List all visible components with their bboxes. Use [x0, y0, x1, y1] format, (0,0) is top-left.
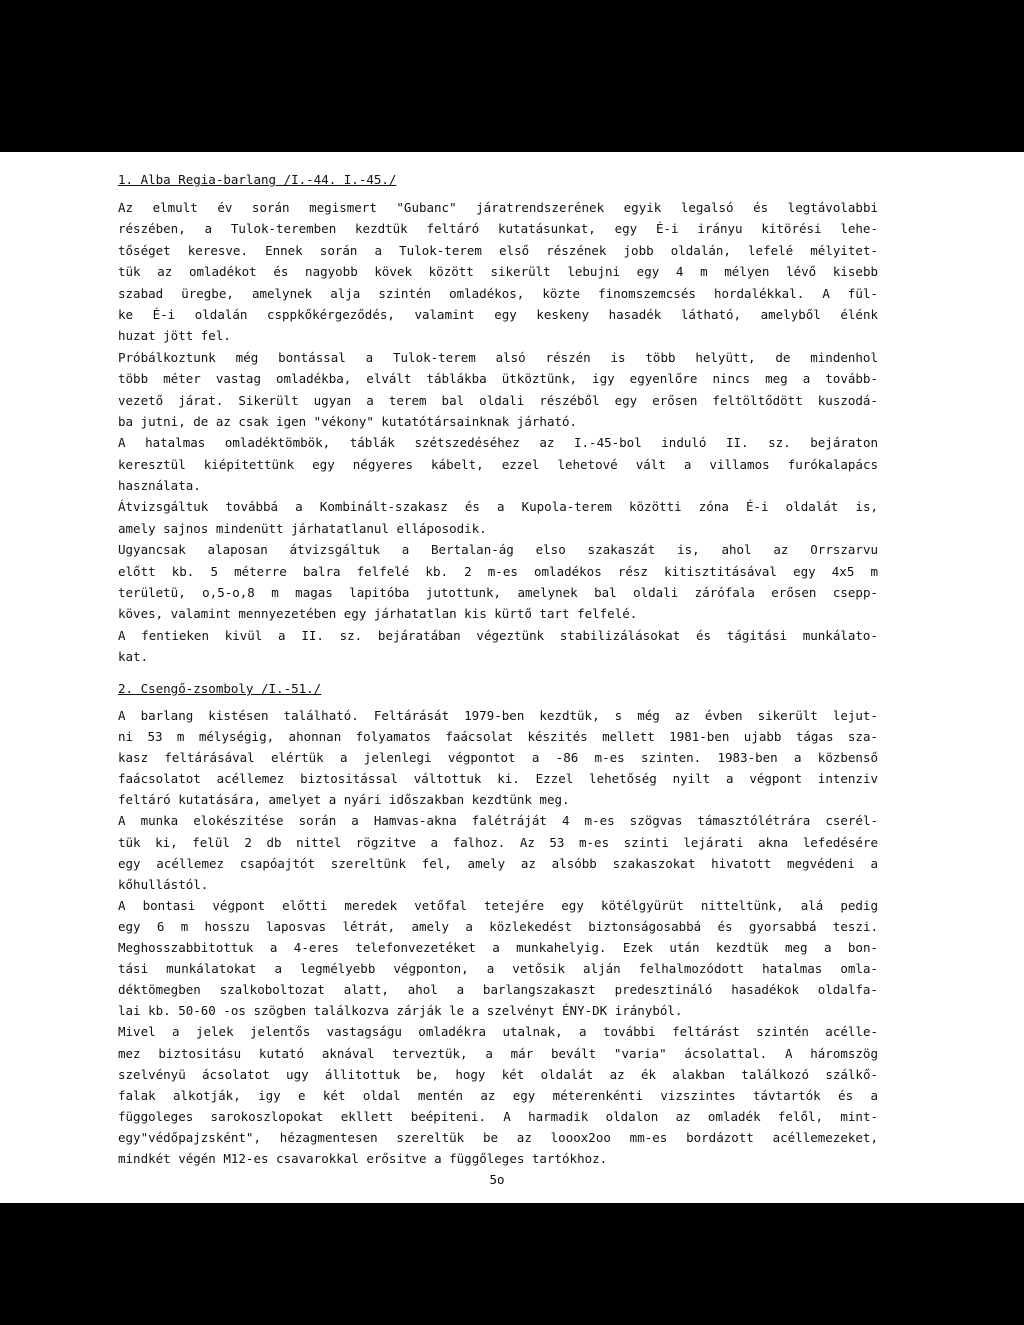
text-line: kasz feltárásával elértük a jelenlegi végpontot a -86 m-es szinten. 1983-ben a közbenső	[118, 750, 878, 766]
scan-border-top	[0, 0, 1024, 152]
text-line: faácsolatot acéllemez biztositással váltottuk ki. Ezzel lehetőség nyilt a végpont intenziv	[118, 771, 878, 787]
section-heading: 1. Alba Regia-barlang /I.-44. I.-45./	[118, 172, 397, 187]
section-body	[118, 197, 878, 668]
section-heading: 2. Csengő-zsomboly /I.-51./	[118, 681, 322, 696]
text-line: vezető járat. Sikerült ugyan a terem bal oldali részéből egy erősen feltöltődött kuszodá-	[118, 392, 878, 408]
text-line: ke É-i oldalán csppkőkérgeződés, valamint egy keskeny hasadék látható, amelyből élénk	[118, 306, 878, 322]
text-line: Mivel a jelek jelentős vastagságu omladékra utalnak, a további feltárást szintén acélle-	[118, 1024, 878, 1040]
text-line: egy 6 m hosszu laposvas létrát, amely a közlekedést biztonságosabbá és gyorsabbá teszi.	[118, 918, 878, 934]
text-line: A bontasi végpont előtti meredek vetőfal tetejére egy kötélgyürüt nitteltünk, alá pedig	[118, 897, 878, 913]
text-line: mindkét végén M12-es csavarokkal erősitve a függőleges tartókhoz.	[118, 1150, 608, 1166]
text-line: tási munkálatokat a legmélyebb végponton, a vetősik alján felhalmozódott hatalmas omla-	[118, 961, 878, 977]
text-line: Meghosszabbitottuk a 4-eres telefonvezetéket a munkahelyig. Ezek után kezdtük meg a bon-	[118, 940, 878, 956]
text-line: köves, valamint mennyezetében egy járhatatlan kis kürtő tart felfelé.	[118, 606, 638, 622]
text-line: déktömegben szalkoboltozat alatt, ahol a barlangszakaszt predesztináló hasadékok oldalfa-	[118, 982, 878, 998]
text-line: keresztül kiépitettünk egy négyeres kábelt, ezzel lehetové vált a villamos furókalapács	[118, 456, 878, 472]
text-line: kőhullástól.	[118, 876, 209, 892]
text-line: huzat jött fel.	[118, 328, 231, 344]
text-line: használata.	[118, 478, 201, 494]
section-alba-regia	[118, 170, 878, 668]
text-line: területü, o,5-o,8 m magas lapitóba jutottunk, amelynek bal oldali zárófala erősen csepp-	[118, 585, 878, 601]
text-line: Próbálkoztunk még bontással a Tulok-terem alsó részén is több helyütt, de mindenhol	[118, 349, 878, 365]
text-line: lai kb. 50-60 -os szögben találkozva zárják le a szelvényt ÉNY-DK irányból.	[118, 1003, 683, 1019]
text-line: ni 53 m mélységig, ahonnan folyamatos faácsolat készités mellett 1981-ben ujabb tágas sza-	[118, 729, 878, 745]
text-line: szelvényü ácsolatot ugy állitottuk be, hogy két oldalát az ék alakban találkozó szálkő-	[118, 1066, 878, 1082]
text-line: egy acéllemez csapóajtót szereltünk fel, amely az alsóbb szakaszokat hivatott megvédeni a	[118, 855, 878, 871]
text-line: függoleges sarokoszlopokat ekllett beépiteni. A harmadik oldalon az omladék felől, mint-	[118, 1108, 878, 1124]
text-line: A barlang kistésen található. Feltárását 1979-ben kezdtük, s még az évben sikerült lejut-	[118, 708, 878, 723]
text-line: szabad üregbe, amelynek alja szintén omladékos, közte finomszemcsés hordalékkal. A fül-	[118, 285, 878, 301]
text-line: A fentieken kivül a II. sz. bejáratában végeztünk stabilizálásokat és tágitási munkálato-	[118, 627, 878, 643]
text-line: A hatalmas omladéktömbök, táblák szétszedéséhez az I.-45-bol induló II. sz. bejáraton	[118, 435, 878, 451]
text-line: előtt kb. 5 méterre balra felfelé kb. 2 m-es omladékos rész kitisztitásával egy 4x5 m	[118, 563, 878, 579]
page-number: 5o	[489, 1172, 505, 1187]
text-line: A munka elokészitése során a Hamvas-akna falétráját 4 m-es szögvas támasztólétrára cserél-	[118, 813, 878, 829]
text-line: tük ki, felül 2 db nittel rögzitve a falhoz. Az 53 m-es szinti lejárati akna lefedésére	[118, 834, 878, 850]
text-line: Ugyancsak alaposan átvizsgáltuk a Bertalan-ág elso szakaszát is, ahol az Orrszarvu	[118, 542, 878, 558]
text-line: Átvizsgáltuk továbbá a Kombinált-szakasz és a Kupola-terem közötti zóna É-i oldalát is,	[118, 499, 878, 515]
text-line: részében, a Tulok-teremben kezdtük feltáró kutatásunkat, egy É-i irányu kitörési lehe-	[118, 221, 878, 237]
text-line: kat.	[118, 649, 149, 665]
section-csengo-zsomboly	[118, 679, 878, 1169]
text-line: Az elmult év során megismert "Gubanc" járatrendszerének egyik legalsó és legtávolabbi	[118, 200, 878, 215]
text-line: ba jutni, de az csak igen "vékony" kutatótársainknak járható.	[118, 413, 578, 429]
scan-border-bottom	[0, 1203, 1024, 1325]
section-body	[118, 705, 878, 1169]
text-line: tük az omladékot és nagyobb kövek között sikerült lebujni egy 4 m mélyen lévő kisebb	[118, 264, 878, 280]
text-line: falak alkotják, igy e két oldal mentén az egy méterenkénti vizszintes távtartók és a	[118, 1087, 878, 1103]
text-line: feltáró kutatására, amelyet a nyári időszakban kezdtünk meg.	[118, 792, 570, 808]
text-line: több méter vastag omladékba, elvált táblákba ütköztünk, igy egyenlőre nincs meg a tovább-	[118, 371, 878, 387]
text-line: amely sajnos mindenütt járhatatlanul elláposodik.	[118, 520, 487, 536]
text-line: mez biztositásu kutató aknával terveztük, a már bevált "varia" ácsolattal. A háromszög	[118, 1045, 878, 1061]
text-line: egy"védőpajzsként", hézagmentesen szereltük be az loooх2oo mm-es bordázott acéllemezeket,	[118, 1129, 878, 1145]
text-line: tőséget keresve. Ennek során a Tulok-terem első részének jobb oldalán, lefelé mélyitet-	[118, 242, 878, 258]
